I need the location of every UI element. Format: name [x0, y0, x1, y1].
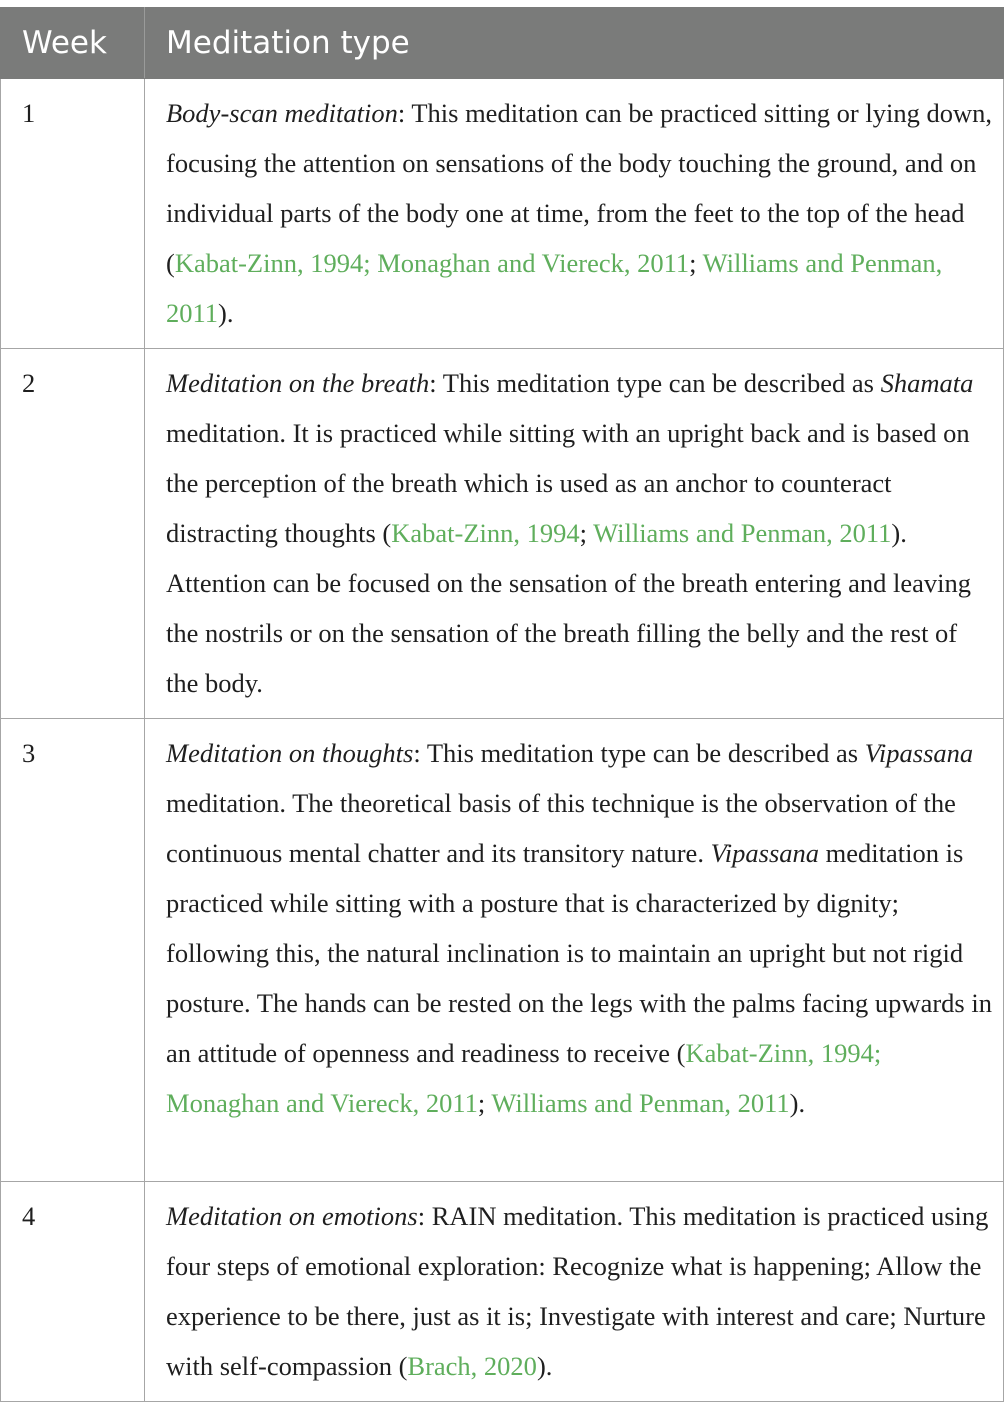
citation-link[interactable]: Kabat-Zinn, 1994; Monaghan and Viereck, 2011 — [166, 1038, 882, 1118]
citation-link[interactable]: Brach, 2020 — [407, 1351, 537, 1381]
meditation-title: Body-scan meditation — [166, 98, 398, 128]
citation-link[interactable]: Kabat-Zinn, 1994; Monaghan and Viereck, 2011 — [174, 248, 690, 278]
description-text: meditation is practiced while sitting with a posture that is characterized by dignity; following this, the natural inclination is to maintain an upright but not rigid posture. The hands can be rested on the legs with the palms facing upwards in an attitude of openness and readiness to receive ( — [166, 838, 992, 1068]
meditation-title: Meditation on thoughts — [166, 738, 414, 768]
description-text: : This meditation type can be described as — [413, 738, 865, 768]
description-text: : This meditation type can be described as — [429, 368, 881, 398]
citation-link[interactable]: Williams and Penman, 2011 — [593, 518, 892, 548]
description-text: ; — [689, 248, 703, 278]
meditation-term: Shamata — [880, 368, 974, 398]
meditation-title: Meditation on emotions — [166, 1201, 418, 1231]
meditation-description — [145, 79, 1004, 349]
citation-link[interactable]: Williams and Penman, 2011 — [166, 248, 943, 328]
table-row — [1, 719, 1004, 1182]
header-week: Week — [1, 8, 145, 79]
description-text: : RAIN meditation. This meditation is practiced using four steps of emotional exploration: Recognize what is happening; Allow the experience to be there, just as it is; Investigate with interest and care; Nurture with self-compassion ( — [166, 1201, 989, 1381]
table-row — [1, 349, 1004, 719]
table-row — [1, 1182, 1004, 1402]
meditation-description — [145, 1182, 1004, 1402]
citation-link[interactable]: Williams and Penman, 2011 — [491, 1088, 790, 1118]
citation-link[interactable]: Kabat-Zinn, 1994 — [391, 518, 580, 548]
meditation-term: Vipassana — [864, 738, 974, 768]
week-number: 4 — [1, 1182, 145, 1402]
table-header-row — [1, 8, 1004, 79]
table-row — [1, 79, 1004, 349]
description-text: ). — [218, 298, 234, 328]
week-number: 1 — [1, 79, 145, 349]
description-text: ). — [789, 1088, 806, 1118]
meditation-schedule-table — [0, 7, 1004, 1402]
week-number: 2 — [1, 349, 145, 719]
description-text: ; — [477, 1088, 492, 1118]
meditation-description — [145, 719, 1004, 1182]
description-text: meditation. The theoretical basis of this technique is the observation of the continuous mental chatter and its transitory nature. — [166, 788, 956, 868]
header-meditation-type: Meditation type — [145, 8, 1004, 79]
week-number: 3 — [1, 719, 145, 1182]
meditation-title: Meditation on the breath — [166, 368, 430, 398]
meditation-term: Vipassana — [710, 838, 820, 868]
description-text: ). Attention can be focused on the sensation of the breath entering and leaving the nostrils or on the sensation of the breath filling the belly and the rest of the body. — [166, 518, 972, 698]
meditation-description — [145, 349, 1004, 719]
description-text: ). — [536, 1351, 553, 1381]
description-text: meditation. It is practiced while sitting with an upright back and is based on the perception of the breath which is used as an anchor to counteract distracting thoughts ( — [166, 418, 970, 548]
description-text: : This meditation can be practiced sitting or lying down, focusing the attention on sensations of the body touching the ground, and on individual parts of the body one at time, from the feet to the top of the head ( — [166, 98, 992, 278]
description-text: ; — [579, 518, 594, 548]
